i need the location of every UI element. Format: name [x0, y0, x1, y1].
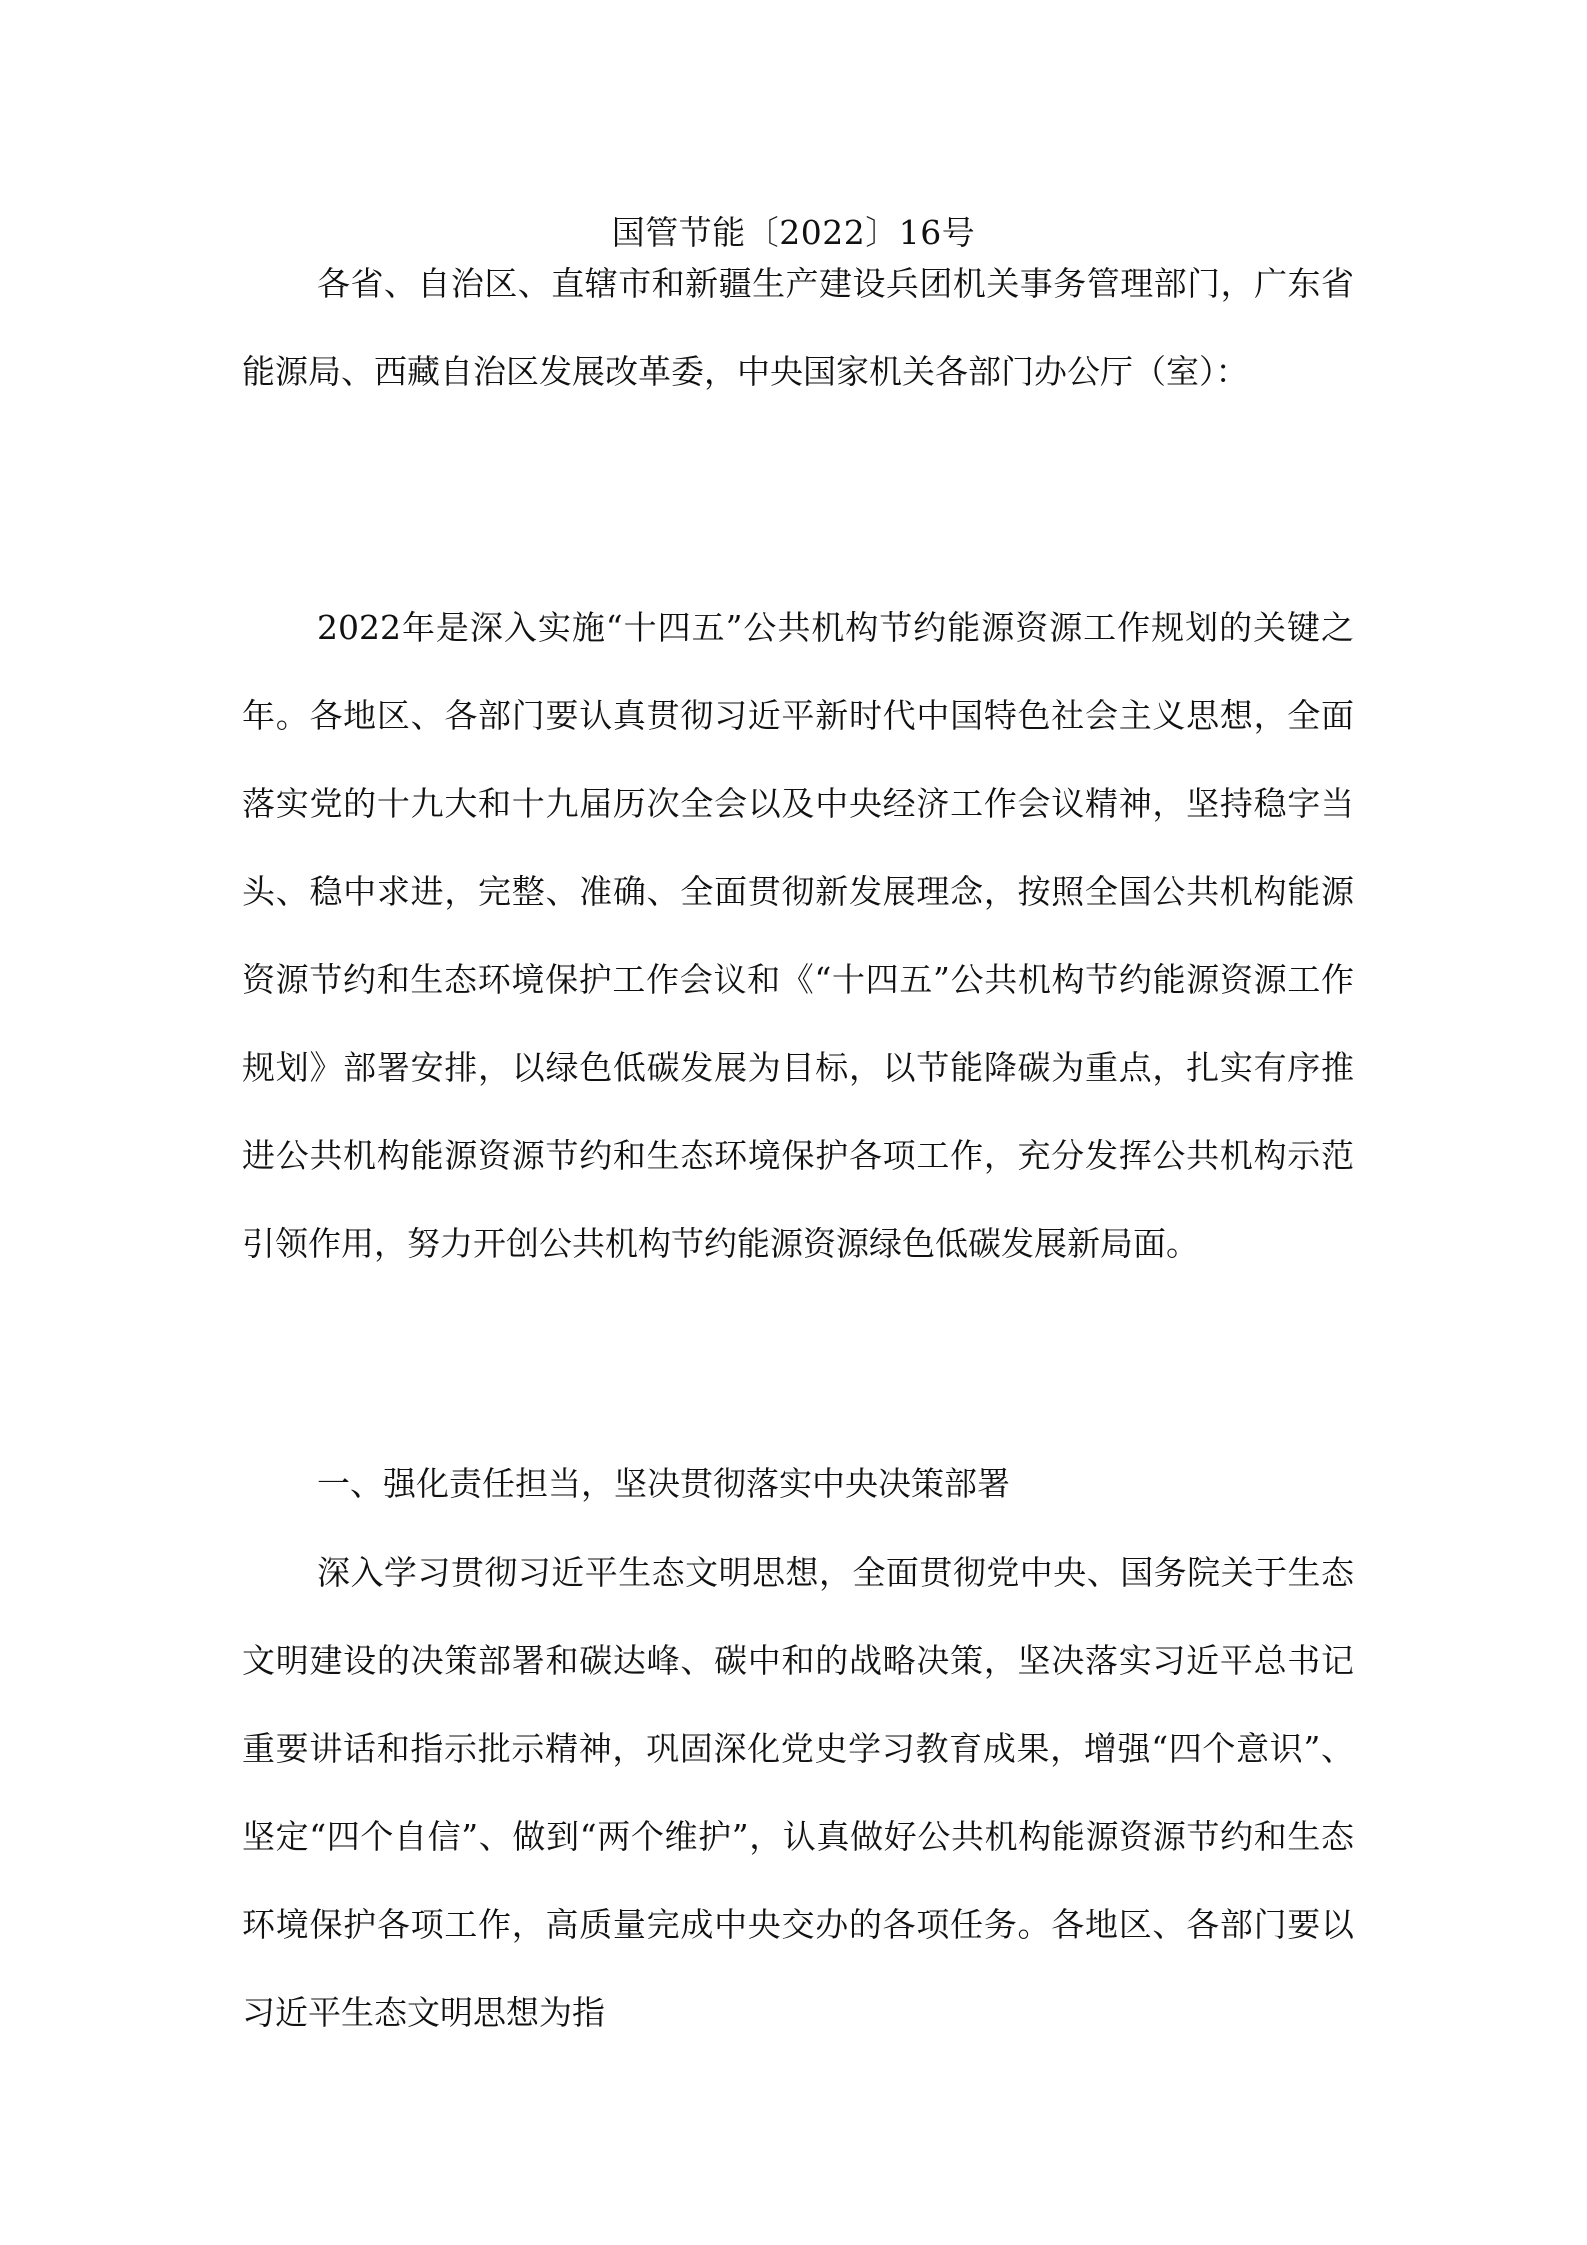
document-number: 国管节能〔2022〕16号	[611, 213, 976, 252]
addressee-paragraph: 各省、自治区、直辖市和新疆生产建设兵团机关事务管理部门，广东省能源局、西藏自治区发展改革委，中央国家机关各部门办公厅（室）：	[242, 264, 1354, 391]
body-paragraph: 2022年是深入实施“十四五”公共机构节约能源资源工作规划的关键之年。各地区、各部门要认真贯彻习近平新时代中国特色社会主义思想，全面落实党的十九大和十九届历次全会以及中央经济工作会议精神，坚持稳字当头、稳中求进，完整、准确、全面贯彻新发展理念，按照全国公共机构能源资源节约和生态环境保护工作会议和《“十四五”公共机构节约能源资源工作规划》部署安排，以绿色低碳发展为目标，以节能降碳为重点，扎实有序推进公共机构能源资源节约和生态环境保护各项工作，充分发挥公共机构示范引领作用，努力开创公共机构节约能源资源绿色低碳发展新局面。	[242, 608, 1354, 1263]
section-heading: 一、强化责任担当，坚决贯彻落实中央决策部署	[317, 1464, 1010, 1503]
body-paragraph: 深入学习贯彻习近平生态文明思想，全面贯彻党中央、国务院关于生态文明建设的决策部署和碳达峰、碳中和的战略决策，坚决落实习近平总书记重要讲话和指示批示精神，巩固深化党史学习教育成果，增强“四个意识”、坚定“四个自信”、做到“两个维护”，认真做好公共机构能源资源节约和生态环境保护各项工作，高质量完成中央交办的各项任务。各地区、各部门要以习近平生态文明思想为指	[242, 1553, 1354, 2032]
